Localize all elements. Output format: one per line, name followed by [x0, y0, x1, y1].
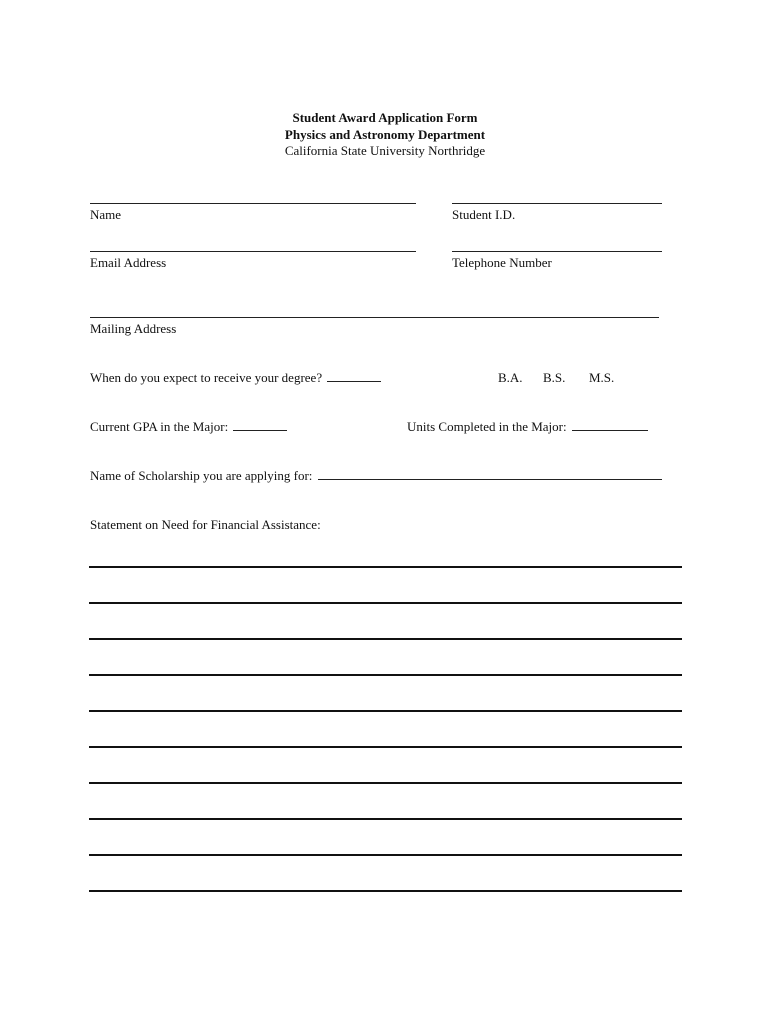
university-name: California State University Northridge: [284, 143, 486, 158]
form-header: [0, 110, 770, 160]
name-label: Name: [90, 207, 122, 222]
statement-line: [89, 818, 682, 820]
statement-line: [89, 602, 682, 604]
degree-option-ba[interactable]: B.A.: [498, 370, 523, 385]
statement-line: [89, 890, 682, 892]
name-field[interactable]: [90, 191, 416, 204]
statement-line: [89, 854, 682, 856]
mailing-address-label: Mailing Address: [90, 321, 177, 336]
student-id-label: Student I.D.: [452, 207, 516, 222]
gpa-row: [90, 419, 287, 435]
gpa-field[interactable]: [233, 419, 287, 431]
scholarship-label: Name of Scholarship you are applying for:: [90, 468, 313, 483]
scholarship-name-field[interactable]: [318, 468, 662, 480]
degree-question-label: When do you expect to receive your degree?: [90, 370, 323, 385]
email-field[interactable]: [90, 239, 416, 252]
degree-option-ms[interactable]: M.S.: [589, 370, 615, 385]
degree-question-row: [90, 370, 381, 386]
degree-date-field[interactable]: [327, 370, 381, 382]
department-name: Physics and Astronomy Department: [284, 126, 486, 142]
telephone-field[interactable]: [452, 239, 662, 252]
statement-label: Statement on Need for Financial Assistance:: [90, 517, 321, 532]
telephone-label: Telephone Number: [452, 255, 552, 270]
units-row: [407, 419, 648, 435]
form-title: Student Award Application Form: [292, 110, 478, 125]
statement-line: [89, 746, 682, 748]
mailing-address-field[interactable]: [90, 305, 659, 318]
units-label: Units Completed in the Major:: [407, 419, 567, 434]
student-id-field[interactable]: [452, 191, 662, 204]
units-field[interactable]: [572, 419, 648, 431]
statement-line: [89, 638, 682, 640]
degree-option-bs[interactable]: B.S.: [543, 370, 566, 385]
email-label: Email Address: [90, 255, 167, 270]
statement-line: [89, 710, 682, 712]
statement-text-area[interactable]: [89, 545, 682, 895]
statement-line: [89, 674, 682, 676]
scholarship-row: [90, 468, 662, 484]
gpa-label: Current GPA in the Major:: [90, 419, 229, 434]
statement-line: [89, 782, 682, 784]
statement-line: [89, 566, 682, 568]
